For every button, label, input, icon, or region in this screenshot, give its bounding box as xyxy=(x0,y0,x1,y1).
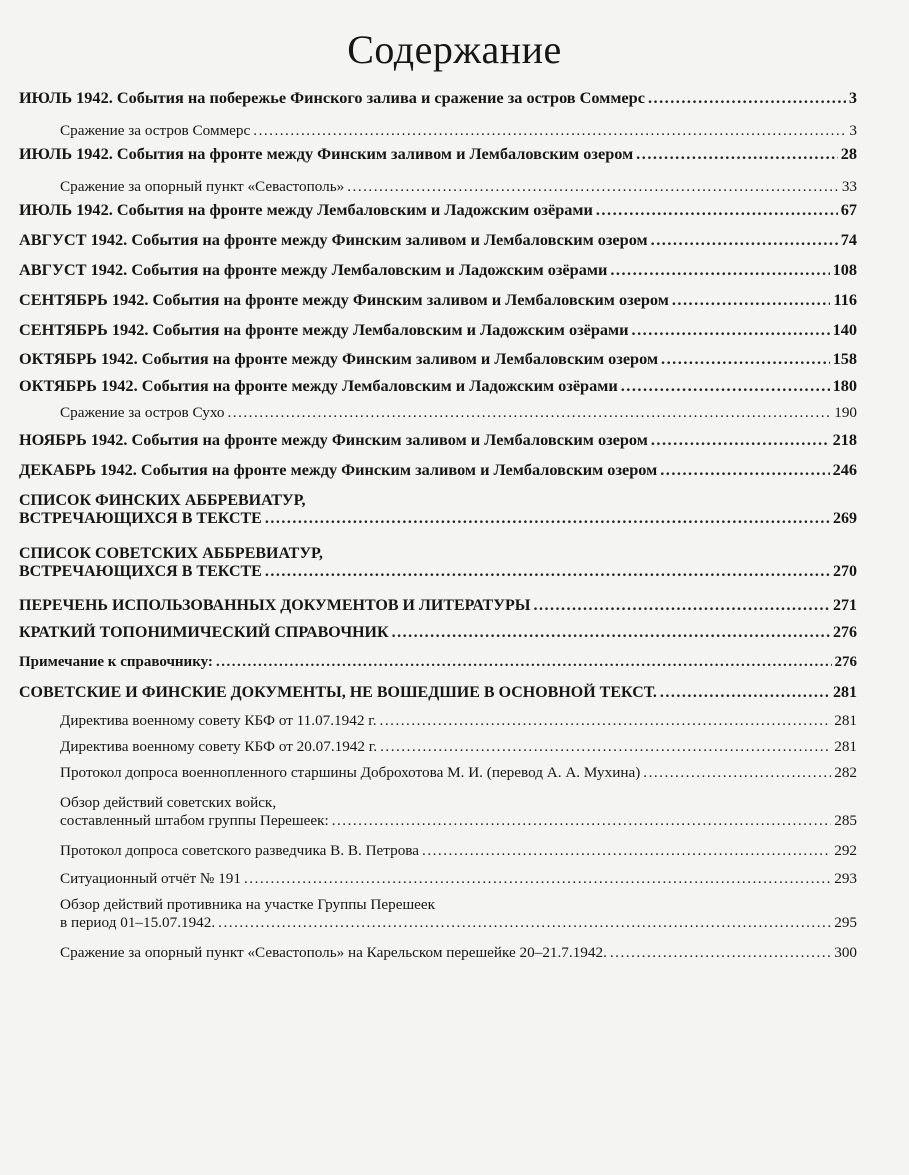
toc-entry-page: 33 xyxy=(841,178,857,195)
toc-entry[interactable] xyxy=(0,492,909,528)
leader-dots xyxy=(610,944,831,962)
toc-entry[interactable] xyxy=(0,944,909,962)
leader-dots xyxy=(661,349,830,369)
toc-entry[interactable] xyxy=(0,460,909,480)
toc-entry-page: 116 xyxy=(833,290,857,309)
leader-dots xyxy=(253,122,846,140)
toc-entry-title: Сражение за опорный пункт «Севастополь» на Карельском перешейке 20–21.7.1942. xyxy=(60,944,607,961)
toc-entry-page: 140 xyxy=(832,320,857,339)
toc-entry-title-line1: СПИСОК СОВЕТСКИХ АББРЕВИАТУР, xyxy=(19,545,323,562)
toc-entry[interactable] xyxy=(0,545,909,581)
toc-entry-title: Директива военному совету КБФ от 11.07.1942 г. xyxy=(60,712,377,729)
toc-entry-page: 218 xyxy=(832,430,857,449)
leader-dots xyxy=(643,764,831,782)
toc-entry-title: ВСТРЕЧАЮЩИХСЯ В ТЕКСТЕ xyxy=(19,563,262,580)
toc-entry-title: в период 01–15.07.1942. xyxy=(60,914,216,931)
leader-dots xyxy=(651,430,830,450)
leader-dots xyxy=(244,870,831,888)
toc-entry-title: АВГУСТ 1942. События на фронте между Финским заливом и Лембаловским озером xyxy=(19,230,648,249)
toc-entry-page: 281 xyxy=(834,712,857,729)
leader-dots xyxy=(610,260,829,280)
leader-dots xyxy=(672,290,831,310)
toc-entry-page: 293 xyxy=(834,870,857,887)
toc-entry[interactable] xyxy=(0,712,909,730)
leader-dots xyxy=(227,404,831,422)
toc-entry[interactable] xyxy=(0,764,909,782)
leader-dots xyxy=(218,914,831,932)
toc-entry-page: 295 xyxy=(834,914,857,931)
toc-entry-page: 281 xyxy=(833,684,857,701)
toc-entry-page: 285 xyxy=(834,812,857,829)
toc-entry[interactable] xyxy=(0,896,909,932)
toc-entry-title: НОЯБРЬ 1942. События на фронте между Финским заливом и Лембаловским озером xyxy=(19,430,648,449)
toc-entry-title: КРАТКИЙ ТОПОНИМИЧЕСКИЙ СПРАВОЧНИК xyxy=(19,624,389,641)
leader-dots xyxy=(332,812,832,830)
toc-entry[interactable] xyxy=(0,144,909,164)
toc-entry-page: 180 xyxy=(832,376,857,395)
toc-entry-page: 292 xyxy=(834,842,857,859)
toc-entry-page: 282 xyxy=(834,764,857,781)
leader-dots xyxy=(380,738,831,756)
toc-entry-page: 271 xyxy=(833,597,857,614)
toc-entry[interactable] xyxy=(0,597,909,615)
toc-entry-title: ПЕРЕЧЕНЬ ИСПОЛЬЗОВАННЫХ ДОКУМЕНТОВ И ЛИТЕРАТУРЫ xyxy=(19,597,531,614)
toc-entry-title: ИЮЛЬ 1942. События на побережье Финского залива и сражение за остров Соммерс xyxy=(19,88,645,107)
leader-dots xyxy=(380,712,832,730)
toc-entry[interactable] xyxy=(0,88,909,108)
toc-entry-page: 190 xyxy=(834,404,857,421)
leader-dots xyxy=(651,230,838,250)
toc-entry[interactable] xyxy=(0,349,909,369)
toc-entry-page: 3 xyxy=(849,122,857,139)
leader-dots xyxy=(265,510,830,528)
toc-entry[interactable] xyxy=(0,290,909,310)
toc-entry-title: ИЮЛЬ 1942. События на фронте между Финским заливом и Лембаловским озером xyxy=(19,144,634,163)
toc-entry-page: 67 xyxy=(840,200,857,219)
leader-dots xyxy=(660,460,829,480)
toc-entry[interactable] xyxy=(0,654,909,671)
toc-entry-title: ВСТРЕЧАЮЩИХСЯ В ТЕКСТЕ xyxy=(19,510,262,527)
toc-entry-page: 246 xyxy=(832,460,857,479)
toc-entry[interactable] xyxy=(0,430,909,450)
toc-entry-page: 276 xyxy=(833,624,857,641)
toc-entry[interactable] xyxy=(0,122,909,140)
toc-entry-title: составленный штабом группы Перешеек: xyxy=(60,812,329,829)
toc-entry-page: 270 xyxy=(833,563,857,580)
toc-entry[interactable] xyxy=(0,684,909,702)
toc-entry-title: СЕНТЯБРЬ 1942. События на фронте между Финским заливом и Лембаловским озером xyxy=(19,290,669,309)
toc-entry[interactable] xyxy=(0,320,909,340)
toc-entry-title: Протокол допроса военнопленного старшины Доброхотова М. И. (перевод А. А. Мухина) xyxy=(60,764,641,781)
toc-entry[interactable] xyxy=(0,200,909,220)
page-title: Содержание xyxy=(347,27,562,72)
toc-entry[interactable] xyxy=(0,404,909,422)
toc-entry-page: 108 xyxy=(832,260,857,279)
leader-dots xyxy=(648,88,846,108)
leader-dots xyxy=(422,842,831,860)
toc-entry-title-line1: СПИСОК ФИНСКИХ АББРЕВИАТУР, xyxy=(19,492,306,509)
leader-dots xyxy=(636,144,838,164)
leader-dots xyxy=(621,376,830,396)
toc-entry-title: АВГУСТ 1942. События на фронте между Лембаловским и Ладожским озёрами xyxy=(19,260,608,279)
toc-entry-page: 269 xyxy=(833,510,857,527)
toc-entry-title: ОКТЯБРЬ 1942. События на фронте между Финским заливом и Лембаловским озером xyxy=(19,349,659,368)
toc-entry-title: Сражение за остров Сухо xyxy=(60,404,225,421)
toc-entry-title: ОКТЯБРЬ 1942. События на фронте между Лембаловским и Ладожским озёрами xyxy=(19,376,618,395)
toc-entry-title-line1: Обзор действий противника на участке Группы Перешеек xyxy=(60,896,435,913)
toc-entry-page: 300 xyxy=(834,944,857,961)
toc-entry[interactable] xyxy=(0,870,909,888)
toc-entry[interactable] xyxy=(0,260,909,280)
leader-dots xyxy=(660,684,830,702)
toc-entry-title: ИЮЛЬ 1942. События на фронте между Лембаловским и Ладожским озёрами xyxy=(19,200,593,219)
toc-entry[interactable] xyxy=(0,842,909,860)
toc-entry[interactable] xyxy=(0,624,909,642)
toc-entry[interactable] xyxy=(0,794,909,830)
toc-entry-title: СЕНТЯБРЬ 1942. События на фронте между Лембаловским и Ладожским озёрами xyxy=(19,320,629,339)
toc-entry-page: 276 xyxy=(834,654,857,670)
toc-entry-title: Директива военному совету КБФ от 20.07.1942 г. xyxy=(60,738,378,755)
toc-entry[interactable] xyxy=(0,230,909,250)
toc-entry-title: Протокол допроса советского разведчика В. В. Петрова xyxy=(60,842,420,859)
leader-dots xyxy=(596,200,838,220)
toc-entry-title: Ситуационный отчёт № 191 xyxy=(60,870,241,887)
toc-entry[interactable] xyxy=(0,738,909,756)
leader-dots xyxy=(632,320,830,340)
toc-entry-title: Сражение за опорный пункт «Севастополь» xyxy=(60,178,345,195)
toc-entry-page: 158 xyxy=(832,349,857,368)
toc-entry-title: ДЕКАБРЬ 1942. События на фронте между Финским заливом и Лембаловским озером xyxy=(19,460,658,479)
toc-entry-page: 74 xyxy=(840,230,857,249)
leader-dots xyxy=(216,654,832,671)
toc-entry-title: Сражение за остров Соммерс xyxy=(60,122,251,139)
toc-entry-page: 3 xyxy=(848,88,857,107)
toc-entry-page: 28 xyxy=(840,144,857,163)
toc-entry-page: 281 xyxy=(834,738,857,755)
toc-entry[interactable] xyxy=(0,376,909,396)
toc-entry[interactable] xyxy=(0,178,909,196)
leader-dots xyxy=(392,624,830,642)
toc-entry-title: СОВЕТСКИЕ И ФИНСКИЕ ДОКУМЕНТЫ, НЕ ВОШЕДШИЕ В ОСНОВНОЙ ТЕКСТ. xyxy=(19,684,657,701)
toc-entry-title-line1: Обзор действий советских войск, xyxy=(60,794,277,811)
toc-entry-title: Примечание к справочнику: xyxy=(19,654,213,670)
leader-dots xyxy=(265,563,830,581)
leader-dots xyxy=(347,178,839,196)
leader-dots xyxy=(533,597,830,615)
